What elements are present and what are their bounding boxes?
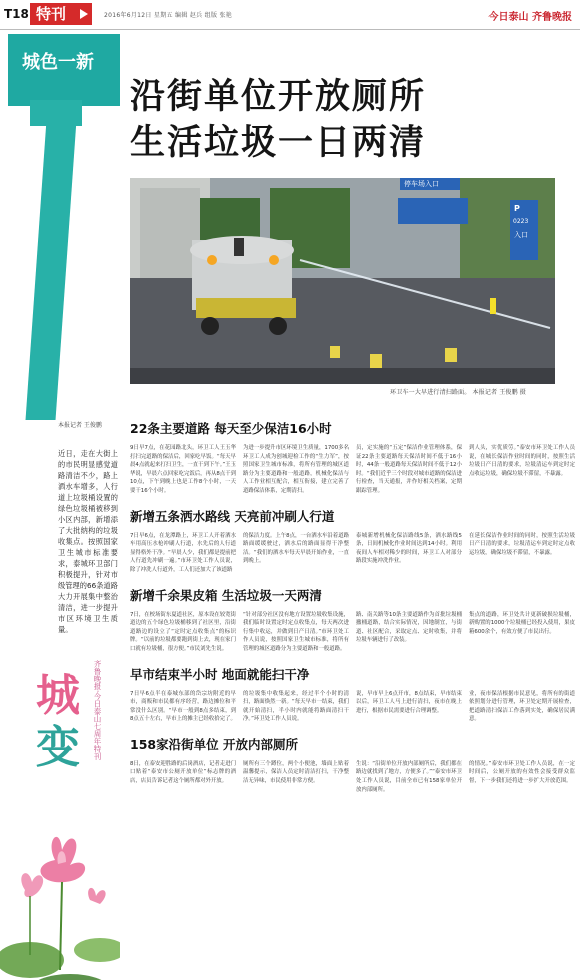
text-column: 7日早6点半在泰城东部的岱宗坊附近的早市，商贩和市民都有序经营，路边摊位和平常没什么区别。“早市一般到8点多结束，到8点五十左右，早市上的摊主已经收拾完了。 [130,690,236,723]
article-section [130,420,575,496]
parking-sign-text: 停车场入口 [404,180,439,188]
article-section [130,587,575,654]
section-title: 22条主要道路 每天至少保洁16小时 [130,421,332,436]
section-title: 早市结束半小时 地面就能扫干净 [130,666,310,682]
byline: 本报记者 王俊鹏 [58,422,102,429]
section-label: 特刊 [36,5,67,23]
page-header [0,0,580,30]
text-column: 生说：“沿街单位开放内部厕所后，我们都在路边就找到了地方，方便多了。”“泰安市环卫处工作人员说，目前全市已有158家单位开放内部厕所。 [356,760,462,793]
text-column: 厕所有三个蹲位，两个小便池，墙面上贴着温馨提示，保洁人员定时清洁打扫，干净整洁无异味，市民使用非常方便。 [243,760,349,785]
news-photo [130,178,555,384]
text-column: 到人头，实优质劳。”泰安市环卫处工作人员说，在城长保洁作业时间的同时，按照生活垃圾日产日清的要求，垃圾清运车到定时定点收运垃圾，确保垃圾不滞留，不暴露。 [469,445,575,477]
newspaper-brand: 今日泰山 齐鲁晚报 [488,12,572,23]
article-body [130,420,575,806]
section-tab [30,3,92,25]
city-change-title [36,670,84,774]
text-column: 在延长保洁作业时间的同时，按照生活垃圾日产日清的要求，垃圾清运车到定时定点收运垃圾，确保垃圾不滞留，不暴露。 [469,532,575,556]
text-column: 为进一步提升市区环境卫生质量，1700多名环卫工人成为创城迎检工作的“生力军”，按照国家卫生城市标准，将所有管理的城区道路分为主要道路和一般道路，机械化保洁与人工作业相互配合，相互衔接，建立完善了道路保洁体系，定期清扫。 [243,445,349,494]
article-section [130,508,575,575]
headline [130,74,570,166]
street-cleaning-photo [130,178,555,384]
headline-line-1: 沿街单位开放厕所 [130,77,427,117]
text-column: “针对部分社区没有地方设置垃圾收集设施，我们临时设置定时定点收集点，每天两次进行集中收运，并做到日产日清。”市环卫处工作人员说，按照国家卫生城市标准，将所有管理的城区道路分为主要道路和一般道路。 [243,611,349,652]
issue-info: 2016年6月12日 星期五 编辑 赵兵 组版 张艳 [104,12,233,19]
column-banner [8,34,120,106]
text-column: 的保洁力度。上午8点，一台洒水车沿着道路路面缓缓驶过，洒水后的路面显得干净整洁。“我们的洒水车每天早晨开始作业，一直到晚上。 [243,532,349,565]
section-title: 新增千余果皮箱 生活垃圾一天两清 [130,587,322,603]
article-section [130,666,575,724]
text-column: 集点的道路，环卫处共计更新破损垃圾桶，新购置的1000个垃圾桶已经投入使用，果皮箱600余个，有效方便了市民出行。 [469,611,575,635]
series-label: 齐鲁晚报·今日泰山七周年特刊 [93,660,102,760]
text-column: 业，夜市保洁根据市民意见，将所有的街道依照划分进行管理，环卫处定期开展检查，把道路清扫保洁工作落到实处，确保居民满意。 [469,690,575,723]
text-column: 7日早6点，在龙潭路上，环卫工人开着洒水车用高压水枪冲刷人行道，水先后的人行道显得格外干净。“早晨人少，我们都是提前把人行道先冲刷一遍。”市环卫处工作人员说，除了冲洗人行道外，工人们还加大了该道路 [130,532,236,573]
lotus-illustration [0,820,120,980]
text-column: 9日早7点，在花园路北头，环卫工人王玉华打扫完道路的保洁后，回家吃早饭。“每天早晨4点就起来打扫卫生，一直干到下午。”王玉华说，早晨六点回家吃完饭后，再从8点干到10点，下午到晚上也是工作8个小时，一天要干16个小时。 [130,445,236,494]
article-section [130,736,575,794]
text-column: 的情况。”泰安市环卫处工作人员说，在一定时间后，公厕开放的有效性会接受群众监督，下一步我们还将进一步扩大开放范围。 [469,760,575,785]
text-column: 员，定实施的“五定”保洁作业管理体系，保证22条主要道路每天保洁时间不低于16小时，44条一般道路每天保洁时间不低于12小时。“我们近乎三个时段对城市道路的保洁进行检查，当天通报，并作好相关档案，定期跟踪管理。 [356,445,462,494]
intro-text: 近日，走在大街上的市民明显感觉道路清洁不少，路上洒水车增多，人行道上垃圾桶设置的绿色垃圾桶被移到小区内部，新增添了大批纳构的垃圾收集点。按照国家卫生城市标准要求，泰城环卫部门积极提升，针对市级管理的66条道路大力开展集中整治清洁，进一步提升市区环境卫生质量。 [58,449,118,634]
anniversary-seven-graphic [30,100,82,410]
parking-badge: P [514,204,520,213]
text-column: 8日，在泰安迎胜路的后岗酒店，记者走进门口贴着“泰安市公厕开放单位”标志牌的酒店，店员告诉记者这个厕所都对外开放。 [130,760,236,785]
parking-number: 0223 [513,218,529,225]
text-column: 路、南关路等10条主要道路作为首批垃圾桶撤桶道路，结合实际情况，因地制宜，与街道、社区配合，采取定点、定时收集，并将垃圾车辆进行了改装。 [356,611,462,644]
section-title: 158家沿街单位 开放内部厕所 [130,736,298,752]
section-title: 新增五条洒水路线 天亮前冲刷人行道 [130,508,335,524]
photo-caption: 环卫车一大早进行清扫路面。 本报记者 王俊鹏 摄 [390,389,526,396]
parking-entrance: 入口 [514,231,528,239]
arrow-icon [80,9,88,19]
sidebar [0,30,120,980]
change-char: 变 [36,722,80,773]
text-column: 的垃圾集中收集起来，经过半个小时的清扫，路面焕然一新。“每天早市一结束，我们就开始清扫，半小时内就能将路面清扫干净。”环卫处工作人员说。 [243,690,349,723]
text-column: 7日，在校场街东夏道社区，原本设在较宽街道边的五个绿色垃圾桶移到了社区里，沿街道路边的设立了“定时定点收集点”的标识牌。“以前的垃圾都要跑到街上去，现在家门口就有垃圾桶，很方便。”市民刘先生说。 [130,611,236,652]
text-column: 说，早市早上6点开市，8点结束，早市结束以后，环卫工人马上进行清扫，夜市在晚上进行，根据市民需要进行合理调整。 [356,690,462,714]
page-number: T18 [4,7,29,21]
headline-line-2: 生活垃圾一日两清 [130,123,427,163]
city-char: 城 [36,670,80,721]
column-name: 城色一新 [22,52,94,73]
text-column: 泰城新增机械化保洁路线5条，洒水路线5条，日间机械化作业时间达到14小时。利用夜间人车相对稀少的时间，环卫工人对部分路段实施冲洗作业。 [356,532,462,565]
